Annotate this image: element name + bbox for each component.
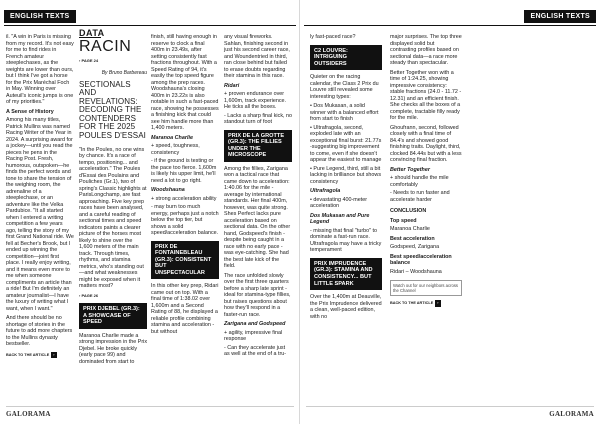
section-tag: ENGLISH TEXTS — [4, 10, 76, 23]
footer — [306, 406, 594, 418]
paragraph: major surprises. The top three displayed solid but contrasting profiles based on sectional data—a race more steady than spectacular. — [390, 34, 462, 66]
back-link-label: BACK TO THE ARTICLE — [6, 352, 50, 357]
galorama-logo: GALORAMA — [6, 410, 51, 418]
bullet: + speed, toughness, consistency — [151, 143, 200, 156]
subheading: Ultrafragola — [310, 188, 341, 195]
logo-racin: RACIN — [79, 37, 132, 55]
column-1 — [6, 34, 74, 358]
conclusion-label: Best speed/acceleration balance — [390, 253, 452, 266]
paragraph: Quieter on the racing calendar, the Class 2 Prix du Louvre still revealed some interesting types: — [310, 74, 379, 100]
subheading: A Sense of History — [6, 108, 54, 115]
paragraph: Among the fillies, Zarigana won a tactical race that came down to acceleration: 1:40.06 for the mile - average by international standards. Her final 400m, however, was quite strong. Shes Perfect lacks pure acceleration based on sectional data. On the other hand, Godspeed's finish - despite being caught in a race with no early pace - was eye-catching. She had the best late kick of the field. — [224, 165, 291, 270]
bullet: • Dos Mukasan, a solid winner with a balanced effort from start to finish — [310, 103, 379, 123]
conclusion-value: Maranoa Charlie — [390, 226, 430, 232]
bullet: + strong acceleration ability — [151, 195, 217, 202]
paragraph: Ghoufrann, second, followed closely with a final time of 84.4's and showed good finishing traits. Daylight, third, clocked 84.44s but with a less convincing final fraction. — [390, 124, 462, 163]
footer-rule — [306, 406, 594, 407]
column-4 — [224, 34, 292, 360]
bullet: - Needs to run faster and accelerate harder — [390, 190, 450, 203]
byline: By Bruno Barbereau — [101, 70, 147, 76]
section-heading-box: C2 LOUVRE: INTRIGUING OUTSIDERS — [310, 45, 382, 71]
paragraph: il. "A win in Paris is missing from my record. It's not easy for me to find rides in French amateur steeplechases, as the weights are lower than ours, but I think I've got a horse for the Prix Maréchal Foch in May. Winning over Auteuil's iconic jumps is one of my priorities." — [6, 34, 74, 105]
bullet: + proven endurance over 1,600m, track experience. He ticks all the boxes. — [224, 91, 287, 110]
section-heading-box: PRIX DE FONTAINEBLEAU (GR.3): CONSISTENT BUT UNSPECTACULAR — [151, 241, 219, 280]
section-tag: ENGLISH TEXTS — [524, 10, 596, 23]
top-rule — [304, 25, 596, 26]
back-link-label: BACK TO THE ARTICLE — [390, 301, 434, 305]
paragraph: In this other key prep, Ridari came out on top. With a final time of 1:38.02 over 1,600m and a Second Rating of 88, he displayed a reliable profile combining stamina and acceleration - but without — [151, 283, 219, 335]
article-title: SECTIONALS AND REVELATIONS: DECODING THE CONTENDERS FOR THE 2025 POULES D'ESSAI — [79, 79, 146, 141]
paragraph: ly fast-paced race? — [310, 34, 356, 40]
bullet: - Can they accelerate just as well at the end of a tru- — [224, 344, 287, 358]
bullet: • devastating 400-meter acceleration — [310, 196, 368, 210]
paragraph: And there should be no shortage of stories in the future to add more chapters to the Mullins dynasty bestseller. — [6, 315, 73, 347]
paragraph: "In the Poules, no one wins by chance. It's a race of tempo, positioning... and acceleration." The Poules d'Essai des Poulains and Pouliches (Gr.1), two of spring's Classic highlights at ParisLongchamp, are fast approaching. Five key prep races have been analysed, and a careful reading of sectional times and speed indicators paints a clearer picture of the horses most likely to shine over the 1,600 meters of the main track. Through times, rhythms, and stamina metrics, who's standing out—and what weaknesses might be exposed when it matters most? — [79, 146, 147, 290]
paragraph: any visual fireworks. Sahlan, finishing second in just his second career race, and Woundentried in third, ran close behind but failed to erase doubts regarding their stamina in this race. — [224, 34, 290, 79]
arrow-right-icon: › — [53, 352, 55, 357]
bullet: - missing that final "turbo" to dominate a fast-run race. Ultrafragola may have a tricky temperament — [310, 227, 382, 254]
section-heading-box: PRIX DE LA GROTTE (GR.3): THE FILLIES UNDER THE MICROSCOPE — [224, 130, 292, 162]
paragraph: Among his many titles, Patrick Mullins was named Racing Writer of the Year in 2024. A surprising award for a jockey—until you read the pieces he pens in the Racing Post. Fresh, humorous, outspoken—he finds the perfect words and tone to share the tension of the weighing room, the adrenaline of a steeplechase, or an adventure like the Velka Pardubice. "It all started when I entered a writing competition a few years ago, telling the story of my first Grand National ride. We fell at Becher's Brook, but I ended up winning the competition—joint first place. I really enjoy writing, and it means even more to me when someone compliments an article than a ride! But I'm definitely an amateur journalist—I have the luxury of writing what I want, when I want." — [6, 117, 74, 312]
footer-rule — [6, 406, 294, 407]
back-to-article-link[interactable] — [6, 352, 74, 359]
paragraph: finish, still having enough in reserve to clock a final 400m in 23.49s, after setting consistently fast fractions throughout. With a Speed Rating of 94, it's easily the top speed figure among the prep races. Woodshauna's closing 400m in 23.22s is also notable in such a fast-paced race, showing he possesses a finishing kick that could see him handle more than 1,400 meters. — [151, 34, 219, 131]
paragraph: Better Together won with a time of 1:24.25, showing impressive consistency: stable fractions (24.0 - 11.72 - 12.31) and an efficient finish. She checks all the boxes of a complete, tractable filly ready for the mile. — [390, 69, 462, 121]
bullet: - Lacks a sharp final kick, no standout turn of foot — [224, 112, 293, 125]
section-heading-box: PRIX IMPRUDENCE (GR.3): STAMINA AND CONSISTENCY... BUT LITTLE SPARK — [310, 258, 382, 290]
arrow-right-icon: › — [437, 301, 439, 305]
paragraph: The race unfolded slowly over the first three quarters before a sharp late sprint - ideal for stamina-type fillies, but raises questions about how they'll respond in a faster-run race. — [224, 272, 291, 318]
column-2 — [79, 30, 147, 368]
page-reference: › PAGE 24 — [79, 57, 99, 63]
bullet: + agility, impressive final response — [224, 329, 283, 343]
bullet: - may burn too much energy, perhaps just a notch below the top tier, but shows a solid speed/acceleration balance. — [151, 204, 219, 236]
bullet: • Pure Legend, third, still a bit lacking in brilliance but shows consistency — [310, 165, 382, 185]
logo-data: DATA — [79, 28, 105, 38]
bullet: - if the ground is testing or the pace too fierce. 1,600m is likely his upper limit, he'll need a lot to go right. — [151, 158, 217, 184]
subheading: Maranoa Charlie — [151, 134, 193, 141]
conclusion-label: Best acceleration — [390, 235, 435, 242]
conclusion-value: Godspeed, Zarigana — [390, 244, 440, 250]
bullet: • Ultrafragola, second, exploded late with an exceptional final burst: 21.77s -suggesting big improvement to come, even if she doesn't appear the easiest to manage — [310, 124, 382, 164]
data-racing-logo — [79, 30, 147, 55]
subheading: Dos Mukasan and Pure Legend — [310, 212, 370, 226]
column-2 — [390, 34, 462, 307]
bullet: + should handle the mile comfortably — [390, 175, 449, 188]
conclusion-label: Top speed — [390, 217, 417, 224]
page-reference: › PAGE 26 — [79, 292, 99, 298]
paragraph: Over the 1,400m at Deauville, the Prix Imprudence delivered a clean, well-paced edition, with no — [310, 294, 382, 320]
subheading: Zarigana and Godspeed — [224, 321, 286, 328]
subheading: Better Together — [390, 166, 430, 173]
conclusion-value: Ridari – Woodshauna — [390, 268, 442, 275]
subheading: Ridari — [224, 82, 240, 89]
right-page — [300, 0, 600, 424]
galorama-logo: GALORAMA — [549, 410, 594, 418]
section-heading-box: PRIX DJEBEL (GR.3): A SHOWCASE OF SPEED — [79, 303, 147, 329]
conclusion-heading: CONCLUSION — [390, 208, 427, 214]
back-to-article-link[interactable] — [390, 300, 462, 307]
column-1 — [310, 34, 382, 323]
footer — [6, 406, 294, 418]
column-3 — [151, 34, 219, 338]
subheading: Woodshauna — [151, 187, 185, 193]
watch-out-box: Watch out for our neighbors across the Channel — [390, 280, 462, 296]
paragraph: Maranoa Charlie made a strong impression in the Prix Djebel. He broke quickly (early pace 99) and dominated from start to — [79, 332, 148, 365]
top-rule — [4, 25, 296, 26]
